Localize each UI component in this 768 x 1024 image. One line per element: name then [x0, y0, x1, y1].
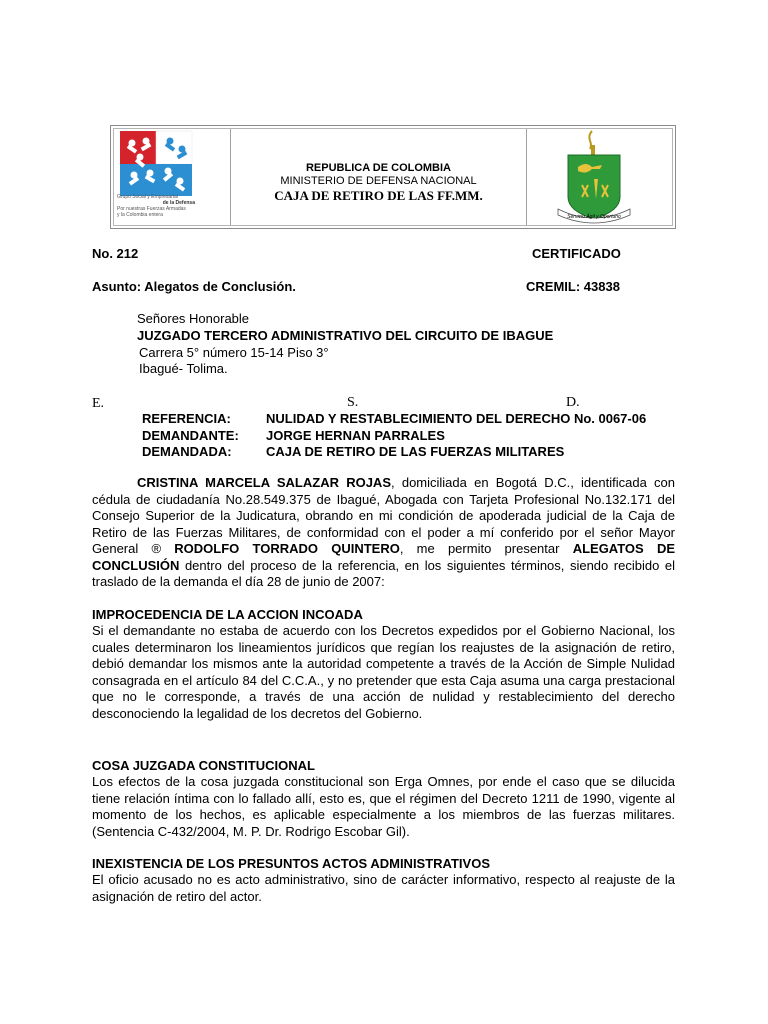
org-name-line1: Grupo Social y Empresarial — [117, 194, 178, 200]
section-body-inexistencia — [92, 872, 675, 905]
section-text: Los efectos de la cosa juzgada constitucional son Erga Omnes, por ende el caso que se dilucida tiene relación íntima con lo fallado allí, esto es, que el régimen del Decreto 1211 de 1990, vigente al momento de los hechos, es aplicable especialmente a los miembros de las fuerzas militares. (Sentencia C-432/2004, M. P. Dr. Rodrigo Escobar Gil). — [92, 774, 675, 839]
court-address: Carrera 5° número 15-14 Piso 3° — [139, 345, 329, 360]
letterhead — [110, 125, 676, 229]
cremil-emblem-icon — [554, 127, 634, 227]
esd-e: E. — [92, 396, 105, 411]
org-name-line2: de la Defensa — [162, 200, 195, 206]
intro-text-b: , me permito presentar — [399, 541, 573, 556]
section-text: El oficio acusado no es acto administrativo, sino de carácter informativo, respecto al reajuste de la asignación de retiro del actor. — [92, 872, 675, 904]
esd-d: D. — [566, 395, 580, 410]
section-title-cosa-juzgada: COSA JUZGADA CONSTITUCIONAL — [92, 758, 315, 773]
court-name: JUZGADO TERCERO ADMINISTRATIVO DEL CIRCUITO DE IBAGUE — [137, 328, 554, 343]
alegatos-term: ALEGATOS DE CONCLUSIÓN — [92, 541, 675, 573]
defendant-value: CAJA DE RETIRO DE LAS FUERZAS MILITARES — [266, 444, 565, 459]
intro-paragraph — [92, 475, 675, 591]
letterhead-divider-right — [526, 129, 527, 225]
document-number: No. 212 — [92, 246, 139, 261]
section-text: Si el demandante no estaba de acuerdo con los Decretos expedidos por el Gobierno Nacional, los cuales determinaron los lineamientos jurídicos que regían los reajustes de la asignación de retiro, debió demandar los mismos ante la autoridad competente a través de la Acción de Simple Nulidad consagrada en el artículo 84 del C.C.A., y no pretender que esta Caja asuma una carga prestacional que no le corresponde, a través de una acción de nulidad y restablecimiento del derecho desconociendo la legalidad de los decretos del Gobierno. — [92, 623, 675, 721]
section-body-cosa-juzgada — [92, 774, 675, 840]
reference-value: NULIDAD Y RESTABLECIMIENTO DEL DERECHO No. 0067-06 — [266, 411, 647, 426]
section-body-improcedencia — [92, 623, 675, 722]
republic-line: REPUBLICA DE COLOMBIA — [305, 162, 452, 174]
salutation: Señores Honorable — [137, 311, 250, 326]
cremil-number: CREMIL: 43838 — [526, 279, 620, 294]
plaintiff-label: DEMANDANTE: — [142, 428, 239, 443]
org-motto-line1: Por nuestras Fuerzas Armadas — [117, 206, 186, 212]
plaintiff-value: JORGE HERNAN PARRALES — [266, 428, 445, 443]
emblem-banner-text: Servicio Ágil y Oportuno — [567, 214, 621, 220]
esd-s: S. — [347, 395, 359, 410]
attorney-name: CRISTINA MARCELA SALAZAR ROJAS — [137, 475, 391, 490]
ministry-line: MINISTERIO DE DEFENSA NACIONAL — [280, 175, 477, 187]
intro-text-c: dentro del proceso de la referencia, en los siguientes términos, siendo recibido el traslado de la demanda el día 28 de junio de 2007: — [92, 557, 675, 589]
intro-text-a: , domiciliada en Bogotá D.C., identificada con cédula de ciudadanía No.28.549.375 de Ibagué, Abogada con Tarjeta Profesional No.132.171 del Consejo Superior de la Judicatura, obrando en mi condición de apoderada judicial de la Caja de Retiro de las Fuerzas Militares, de conformidad con el poder a mí conferido por el señor Mayor General ® — [92, 475, 675, 556]
reference-label: REFERENCIA: — [142, 411, 231, 426]
general-name: RODOLFO TORRADO QUINTERO — [174, 541, 400, 556]
logo-caption — [117, 194, 197, 218]
document-type: CERTIFICADO — [532, 246, 621, 261]
defendant-label: DEMANDADA: — [142, 444, 232, 459]
subject-line: Asunto: Alegatos de Conclusión. — [92, 279, 296, 294]
section-title-inexistencia: INEXISTENCIA DE LOS PRESUNTOS ACTOS ADMINISTRATIVOS — [92, 856, 490, 871]
institution-line: CAJA DE RETIRO DE LAS FF.MM. — [274, 188, 483, 203]
org-motto-line2: y la Colombia entera — [117, 212, 163, 218]
section-title-improcedencia: IMPROCEDENCIA DE LA ACCION INCOADA — [92, 607, 363, 622]
letterhead-title — [231, 162, 526, 204]
court-city: Ibagué- Tolima. — [139, 361, 228, 376]
